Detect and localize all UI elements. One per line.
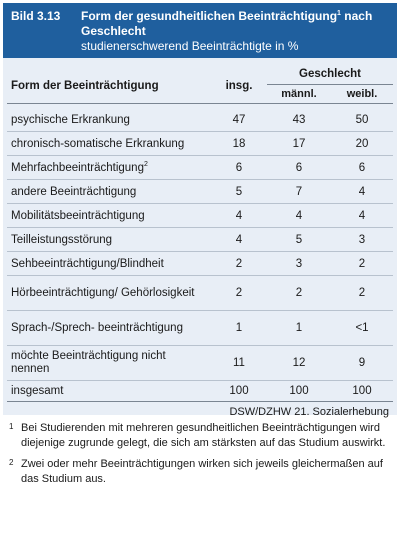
figure-title-footnote-ref: 1 — [337, 10, 341, 17]
cell-female: 4 — [331, 180, 393, 204]
cell-total: 47 — [211, 104, 267, 132]
figure-label: Bild 3.13 — [11, 9, 61, 23]
cell-female: <1 — [331, 311, 393, 346]
row-label — [7, 252, 211, 276]
cell-male: 7 — [267, 180, 331, 204]
figure-header — [3, 3, 397, 58]
table-panel — [3, 58, 397, 418]
row-label — [7, 346, 211, 381]
table-row — [7, 276, 393, 311]
row-footnote-ref: 2 — [143, 160, 148, 168]
row-label — [7, 204, 211, 228]
cell-male: 4 — [267, 204, 331, 228]
cell-female: 2 — [331, 252, 393, 276]
table-row — [7, 204, 393, 228]
cell-total: 4 — [211, 204, 267, 228]
cell-male: 12 — [267, 346, 331, 381]
row-label — [7, 228, 211, 252]
figure-subtitle: studienerschwerend Beeinträchtigte in % — [81, 39, 299, 53]
figure-title-text: Form der gesundheitlichen Beeinträchtigung — [81, 9, 338, 23]
cell-total: 11 — [211, 346, 267, 381]
cell-male: 17 — [267, 132, 331, 156]
footnote — [9, 421, 391, 450]
row-label-text: Mehrfachbeeinträchtigung — [11, 161, 144, 174]
cell-female: 6 — [331, 156, 393, 180]
table-row — [7, 156, 393, 180]
column-group-header-gender: Geschlecht — [267, 66, 393, 85]
source-note: DSW/DZHW 21. Sozialerhebung — [229, 406, 389, 418]
footnote-number: 1 — [9, 422, 14, 431]
column-header-total: insg. — [211, 66, 267, 104]
cell-male: 3 — [267, 252, 331, 276]
row-label — [7, 104, 211, 132]
figure-title — [81, 9, 389, 39]
table-row — [7, 252, 393, 276]
table-row — [7, 180, 393, 204]
cell-male: 2 — [267, 276, 331, 311]
table-row — [7, 132, 393, 156]
cell-total: 2 — [211, 276, 267, 311]
table-row — [7, 104, 393, 132]
footnotes — [3, 415, 397, 486]
cell-male: 6 — [267, 156, 331, 180]
cell-total: 18 — [211, 132, 267, 156]
figure-titles — [81, 9, 389, 53]
footnote-text: Bei Studierenden mit mehreren gesundheitlichen Beeinträchtigungen wird diejenige zugrunde gelegt, die sich am stärksten auf das Studium auswirkt. — [21, 422, 386, 449]
cell-male: 1 — [267, 311, 331, 346]
row-label — [7, 180, 211, 204]
row-label — [7, 132, 211, 156]
data-table — [7, 66, 393, 402]
cell-total: 6 — [211, 156, 267, 180]
cell-total: 2 — [211, 252, 267, 276]
column-header-male: männl. — [267, 85, 331, 104]
column-header-female: weibl. — [331, 85, 393, 104]
footnote — [9, 457, 391, 486]
row-label-text: Sehbeeinträchtigung/Blindheit — [11, 257, 164, 270]
total-label: insgesamt — [7, 381, 211, 402]
table-row — [7, 311, 393, 346]
table-total-row — [7, 381, 393, 402]
footnote-text: Zwei oder mehr Beeinträchtigungen wirken sich jeweils gleichermaßen auf das Studium aus. — [21, 458, 383, 485]
cell-total: 4 — [211, 228, 267, 252]
cell-female: 9 — [331, 346, 393, 381]
row-label-text: chronisch-somatische Erkrankung — [11, 137, 185, 150]
row-label-text: andere Beeinträchtigung — [11, 185, 137, 198]
cell-female: 50 — [331, 104, 393, 132]
cell-male: 5 — [267, 228, 331, 252]
row-label-text: Teilleistungsstörung — [11, 233, 113, 246]
column-header-form: Form der Beeinträchtigung — [7, 66, 211, 104]
row-label-text: Hörbeeinträchtigung/ Gehörlosigkeit — [11, 286, 195, 299]
footnote-number: 2 — [9, 458, 14, 467]
row-label — [7, 276, 211, 311]
table-body — [7, 104, 393, 402]
total-cell-male: 100 — [267, 381, 331, 402]
row-label-text: psychische Erkrankung — [11, 113, 130, 126]
row-label — [7, 311, 211, 346]
row-label-text: Mobilitätsbeeinträchtigung — [11, 209, 145, 222]
row-label-text: Sprach-/Sprech- beeinträchtigung — [11, 321, 183, 334]
cell-female: 2 — [331, 276, 393, 311]
cell-female: 20 — [331, 132, 393, 156]
cell-male: 43 — [267, 104, 331, 132]
total-cell-female: 100 — [331, 381, 393, 402]
cell-female: 3 — [331, 228, 393, 252]
figure-title-continuation: nach Geschlecht — [81, 9, 373, 38]
row-label — [7, 156, 211, 180]
row-label-text: möchte Beeinträchtigung nicht nennen — [11, 350, 166, 375]
table-row — [7, 228, 393, 252]
cell-total: 5 — [211, 180, 267, 204]
cell-female: 4 — [331, 204, 393, 228]
total-cell-total: 100 — [211, 381, 267, 402]
cell-total: 1 — [211, 311, 267, 346]
table-row — [7, 346, 393, 381]
